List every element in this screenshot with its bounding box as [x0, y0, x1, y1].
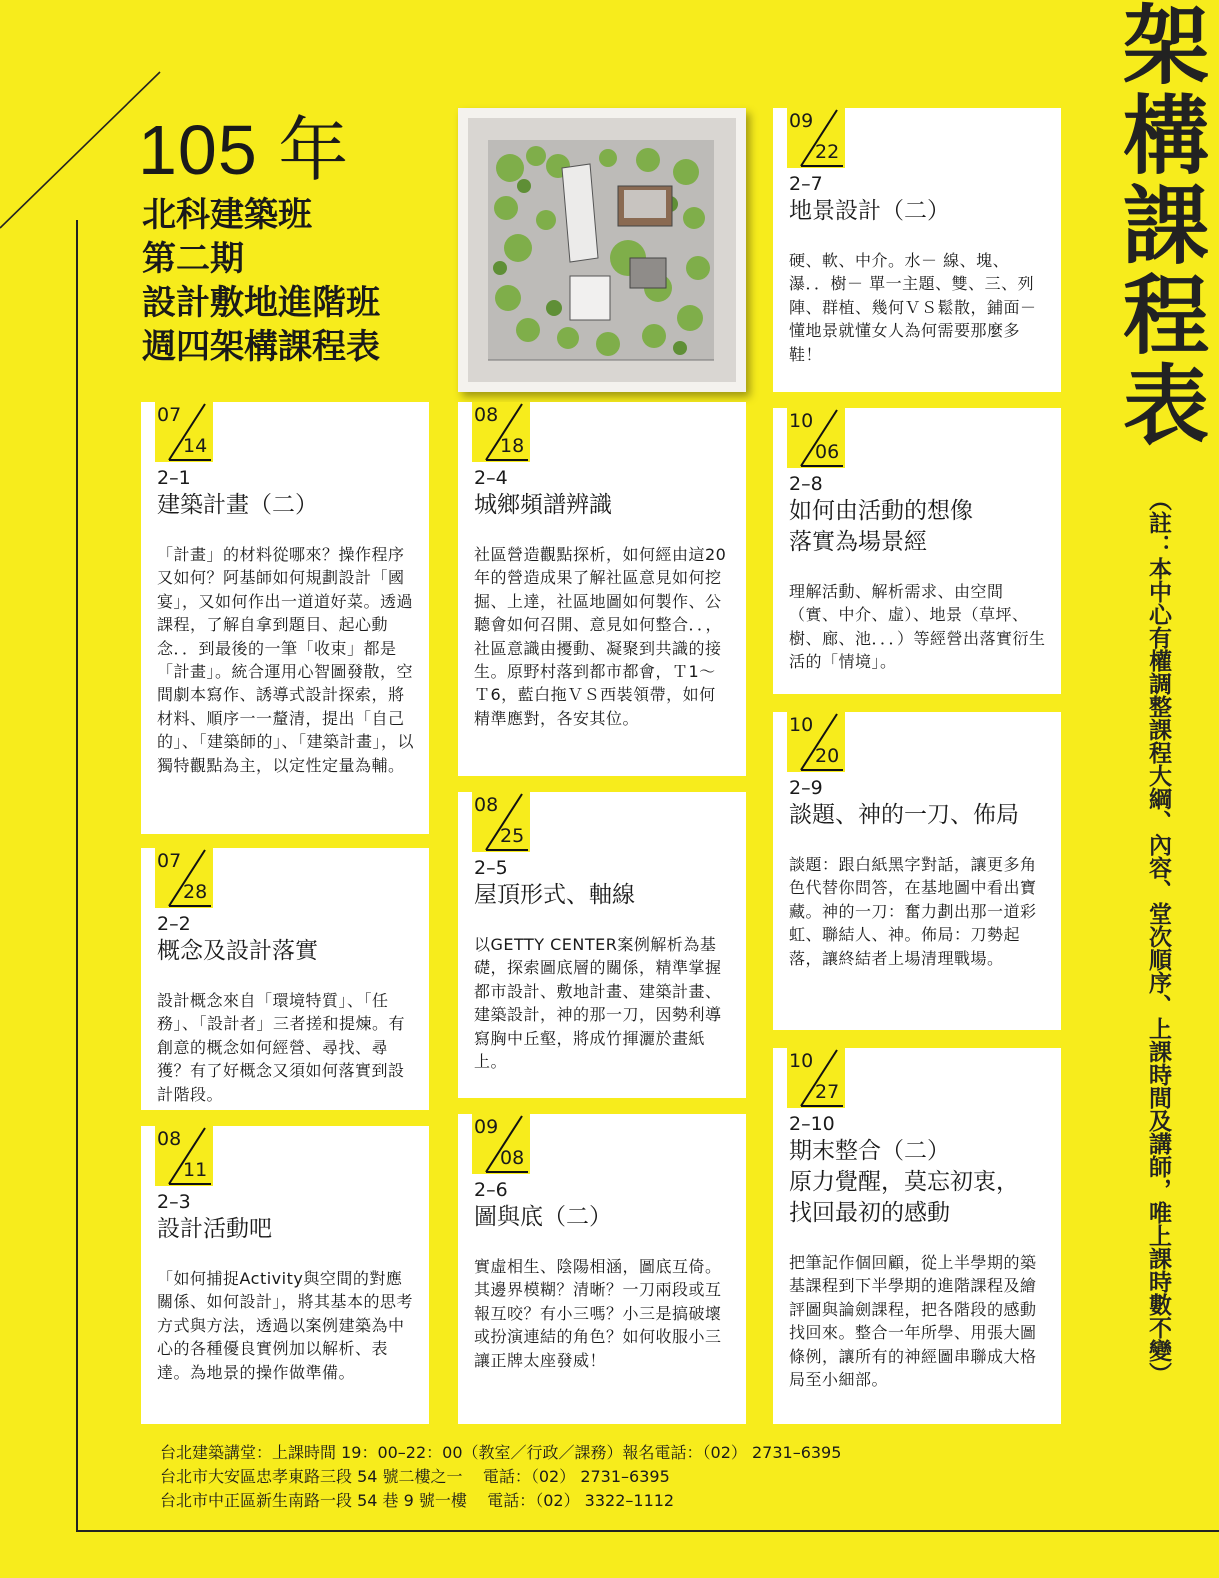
- date-day: 18: [500, 435, 525, 457]
- date-day: 06: [815, 441, 840, 463]
- course-description: 談題：跟白紙黑字對話，讓更多角色代替你問答，在基地圖中看出寶藏。神的一刀：奮力劃出那一道彩虹、聯結人、神。佈局：刀勢起落，讓終結者上場清理戰場。: [789, 855, 1037, 968]
- course-card: [773, 408, 1061, 694]
- course-title: [157, 1214, 415, 1245]
- course-title-line: 設計活動吧: [157, 1216, 272, 1242]
- site-plan-image: [458, 108, 746, 392]
- course-description: 「如何捕捉Activity與空間的對應關係、如何設計」，將其基本的思考方式與方法，透過以案例建築為中心的各種優良實例加以解析、表達。為地景的操作做準備。: [157, 1269, 414, 1382]
- date-month: 10: [789, 410, 814, 432]
- date-day: 20: [815, 745, 840, 767]
- course-card: [458, 792, 746, 1098]
- date-day: 28: [183, 881, 208, 903]
- date-month: 10: [789, 1050, 814, 1072]
- date-day: 25: [500, 825, 525, 847]
- header-title-line: 北科建築班: [142, 195, 312, 235]
- date-badge: [472, 1114, 732, 1174]
- course-title: [474, 880, 732, 911]
- course-title-line: 談題、神的一刀、佈局: [789, 802, 1019, 828]
- course-description: 理解活動、解析需求、由空間（實、中介、虛）、地景（草坪、樹、廊、池．．．）等經營出落實衍生活的「情境」。: [789, 582, 1046, 672]
- course-title-line: 建築計畫（二）: [157, 492, 318, 518]
- course-code: 2–9: [789, 777, 823, 799]
- date-month: 07: [157, 850, 182, 872]
- course-title: [789, 800, 1047, 831]
- course-code: 2–10: [789, 1113, 835, 1135]
- course-description: 「計畫」的材料從哪來？操作程序又如何？阿基師如何規劃設計「國宴」，又如何作出一道道好菜。透過課程，了解自拿到題目、起心動念．．到最後的一筆「收束」都是「計畫」。統合運用心智圖發散，空間劇本寫作、誘導式設計探索，將材料、順序一一釐清，提出「自己的」、「建築師的」、「建築計畫」，以獨特觀點為主，以定性定量為輔。: [157, 545, 415, 775]
- course-card: [458, 1114, 746, 1424]
- course-title: [474, 1202, 732, 1233]
- course-code: 2–6: [474, 1179, 508, 1201]
- date-badge: [472, 402, 732, 462]
- course-code: 2–2: [157, 913, 191, 935]
- date-month: 09: [789, 110, 814, 132]
- course-code: 2–3: [157, 1191, 191, 1213]
- frame-line-left: [76, 220, 78, 1532]
- date-badge: [472, 792, 732, 852]
- course-title-line: 落實為場景經: [789, 529, 927, 555]
- course-card: [458, 402, 746, 776]
- date-month: 08: [157, 1128, 182, 1150]
- course-code: 2–1: [157, 467, 191, 489]
- course-title: [789, 496, 1047, 558]
- date-day: 22: [815, 141, 840, 163]
- course-code: 2–8: [789, 473, 823, 495]
- course-title-line: 原力覺醒，莫忘初衷，: [789, 1169, 1019, 1195]
- header-title-line: 第二期: [142, 239, 244, 279]
- side-big-title: 架構課程表: [1108, 0, 1208, 450]
- date-day: 27: [815, 1081, 840, 1103]
- course-code: 2–4: [474, 467, 508, 489]
- course-description: 硬、軟、中介。水－ 線、塊、瀑．．樹－ 單一主題、雙、三、列陣、群植、幾何ＶＳ鬆散，鋪面－ 懂地景就懂女人為何需要那麼多鞋！: [789, 251, 1037, 364]
- date-day: 14: [183, 435, 208, 457]
- date-month: 10: [789, 714, 814, 736]
- site-plan-drawing-icon: [458, 108, 746, 392]
- course-code: 2–7: [789, 173, 823, 195]
- footer-line: 台北市中正區新生南路一段 54 巷 9 號一樓 電話：（02） 3322–1112: [160, 1491, 675, 1510]
- header-year: 105 年: [138, 111, 350, 189]
- date-badge: [155, 402, 415, 462]
- course-description: 實虛相生、陰陽相涵，圖底互倚。其邊界模糊？清晰？一刀兩段或互報互咬？有小三嗎？小三是搞破壞或扮演連結的角色？如何收服小三讓正牌太座發威！: [474, 1257, 722, 1370]
- course-title-line: 期末整合（二）: [789, 1138, 950, 1164]
- course-title-line: 概念及設計落實: [157, 938, 318, 964]
- footer-line: 台北建築講堂：上課時間 19：00–22：00（教室／行政／課務）報名電話：（02） 2731–6395: [160, 1443, 842, 1462]
- course-title-line: 找回最初的感動: [789, 1200, 950, 1226]
- course-description: 設計概念來自「環境特質」、「任務」、「設計者」三者搓和提煉。有創意的概念如何經營、尋找、尋獲？有了好概念又須如何落實到設計階段。: [157, 991, 406, 1104]
- course-description: 以GETTY CENTER案例解析為基礎，探索圖底層的關係，精準掌握都市設計、敷地計畫、建築計畫、建築設計，神的那一刀，因勢利導寫胸中丘壑，將成竹揮灑於畫紙上。: [474, 935, 722, 1072]
- course-card: [773, 712, 1061, 1030]
- course-card: [773, 1048, 1061, 1424]
- course-description: 把筆記作個回顧，從上半學期的築基課程到下半學期的進階課程及繪評圖與論劍課程，把各階段的感動找回來。整合一年所學、用張大圖條例，讓所有的神經圖串聯成大格局至小細部。: [789, 1253, 1037, 1390]
- date-month: 08: [474, 404, 499, 426]
- course-title: [789, 196, 1047, 227]
- frame-line-bottom: [76, 1530, 1219, 1532]
- date-month: 08: [474, 794, 499, 816]
- header-title-line: 設計敷地進階班: [142, 283, 380, 323]
- date-badge: [155, 1126, 415, 1186]
- course-title-line: 如何由活動的想像: [789, 498, 973, 524]
- course-title: [474, 490, 732, 521]
- footer-contact: [160, 1441, 841, 1513]
- date-month: 09: [474, 1116, 499, 1138]
- course-card: [773, 108, 1061, 392]
- course-card: [141, 1126, 429, 1424]
- course-title-line: 城鄉頻譜辨識: [474, 492, 612, 518]
- course-card: [141, 402, 429, 834]
- course-description: 社區營造觀點探析，如何經由這20年的營造成果了解社區意見如何挖掘、上達，社區地圖如何製作、公聽會如何召開、意見如何整合．．，社區意識由擾動、凝聚到共識的接生。原野村落到都市都會，Ｔ1～Ｔ6，藍白拖ＶＳ西裝領帶，如何精準應對，各安其位。: [474, 545, 727, 728]
- course-title: [157, 490, 415, 521]
- course-title-line: 屋頂形式、軸線: [474, 882, 635, 908]
- date-badge: [155, 848, 415, 908]
- header-title-line: 週四架構課程表: [142, 327, 380, 367]
- date-badge: [787, 108, 1047, 168]
- date-day: 11: [183, 1159, 208, 1181]
- course-title-line: 圖與底（二）: [474, 1204, 612, 1230]
- date-badge: [787, 408, 1047, 468]
- course-code: 2–5: [474, 857, 508, 879]
- date-badge: [787, 712, 1047, 772]
- date-badge: [787, 1048, 1047, 1108]
- date-month: 07: [157, 404, 182, 426]
- course-title-line: 地景設計（二）: [789, 198, 950, 224]
- course-card: [141, 848, 429, 1110]
- course-title: [789, 1136, 1047, 1229]
- footer-line: 台北市大安區忠孝東路三段 54 號二樓之一 電話：（02） 2731–6395: [160, 1467, 670, 1486]
- side-note: （註：本中心有權調整課程大綱、內容、堂次順序、上課時間及講師，唯上課時數不變）: [1145, 488, 1171, 1385]
- date-day: 08: [500, 1147, 525, 1169]
- header-title: [142, 193, 472, 369]
- course-title: [157, 936, 415, 967]
